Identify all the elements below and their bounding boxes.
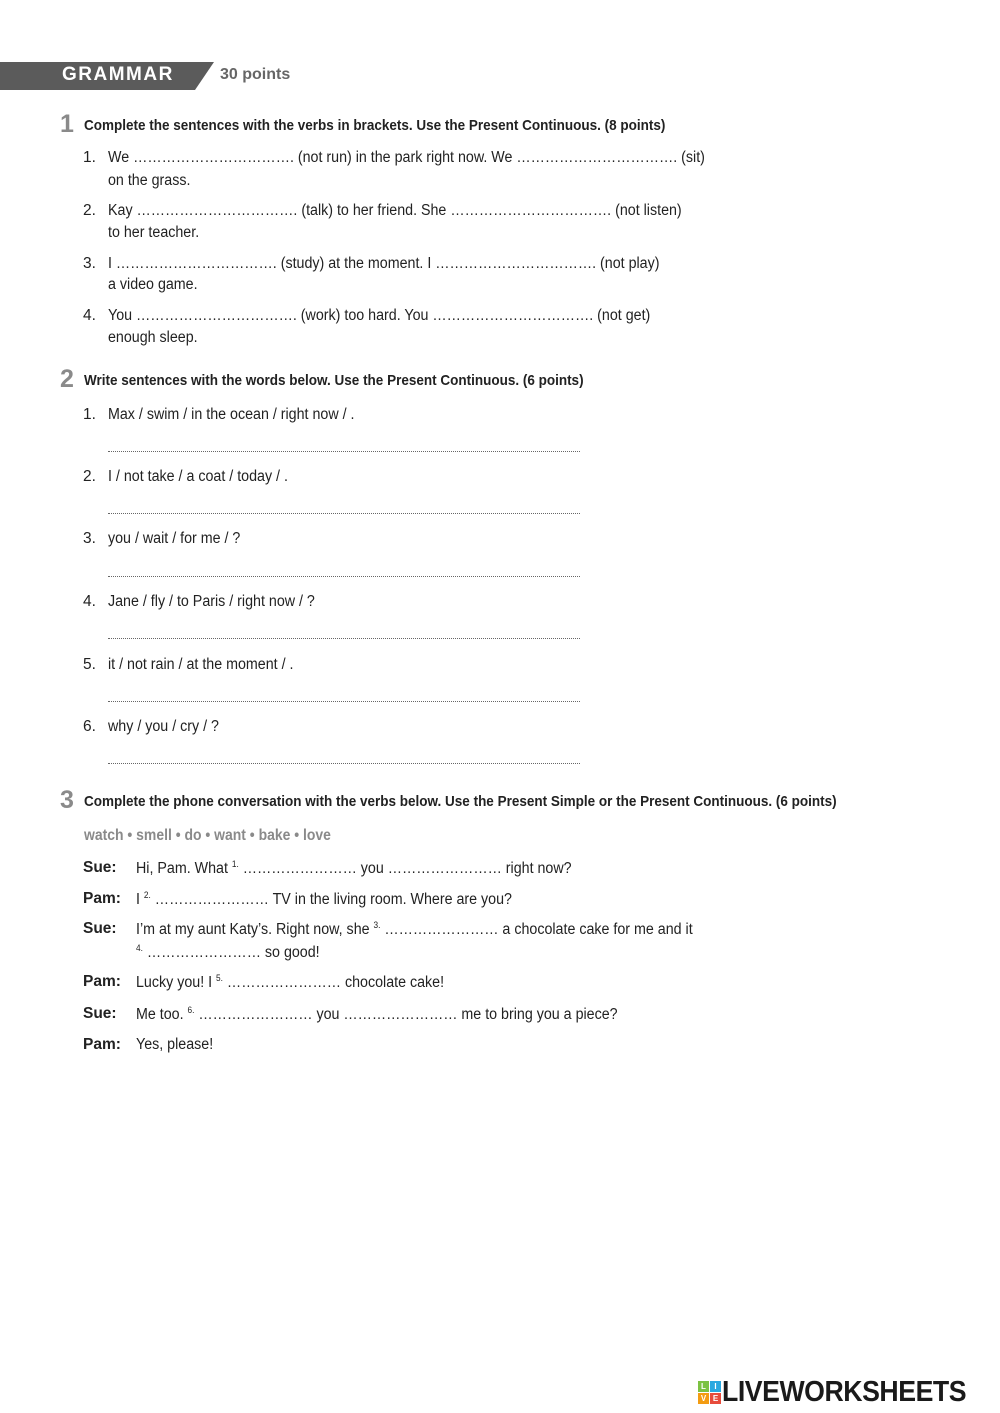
speaker-label: Pam: xyxy=(83,973,121,990)
sentence-line: enough sleep. xyxy=(108,329,198,346)
exercise-number: 2 xyxy=(60,365,74,393)
sentence-line: You ……………………………. (work) too hard. You ……………………………. (not get) xyxy=(108,307,651,324)
sentence-line: Kay ……………………………. (talk) to her friend. She ……………………………. (not listen) xyxy=(108,202,682,219)
logo-tile: I xyxy=(710,1381,721,1392)
dialogue-line: I’m at my aunt Katy’s. Right now, she $^{3.}$ …………………… a chocolate cake for me and it xyxy=(136,920,693,939)
prompt-words: Jane / fly / to Paris / right now / ? xyxy=(108,593,315,610)
exercise-instruction: Complete the sentences with the verbs in brackets. Use the Present Continuous. (8 points) xyxy=(84,117,666,134)
section-points: 30 points xyxy=(220,66,291,83)
dialogue-line: I $^{2.}$ …………………… TV in the living room. Where are you? xyxy=(136,890,512,909)
speaker-label: Sue: xyxy=(83,920,117,937)
prompt-words: it / not rain / at the moment / . xyxy=(108,656,294,673)
answer-line[interactable] xyxy=(108,451,580,452)
sentence-line: to her teacher. xyxy=(108,224,200,241)
dialogue-line: Yes, please! xyxy=(136,1036,214,1053)
sentence-line: a video game. xyxy=(108,276,198,293)
logo-tile: L xyxy=(698,1381,709,1392)
speaker-label: Sue: xyxy=(83,859,117,876)
liveworksheets-logo-text: LIVEWORKSHEETS xyxy=(722,1376,967,1408)
sentence-line: We ……………………………. (not run) in the park right now. We ……………………………. (sit) xyxy=(108,149,705,166)
item-number: 4. xyxy=(83,307,96,324)
answer-line[interactable] xyxy=(108,763,580,764)
item-number: 4. xyxy=(83,593,96,610)
dialogue-line: $^{4.}$ …………………… so good! xyxy=(136,943,320,962)
item-number: 2. xyxy=(83,468,96,485)
dialogue-line: Me too. $^{6.}$ …………………… you …………………… me to bring you a piece? xyxy=(136,1005,618,1024)
exercise-number: 3 xyxy=(60,786,74,814)
prompt-words: Max / swim / in the ocean / right now / . xyxy=(108,406,355,423)
item-number: 5. xyxy=(83,656,96,673)
item-number: 3. xyxy=(83,530,96,547)
speaker-label: Pam: xyxy=(83,1036,121,1053)
dialogue-line: Lucky you! I $^{5.}$ …………………… chocolate cake! xyxy=(136,973,445,992)
answer-line[interactable] xyxy=(108,513,580,514)
prompt-words: you / wait / for me / ? xyxy=(108,530,241,547)
dialogue-line: Hi, Pam. What $^{1.}$ …………………… you …………………… right now? xyxy=(136,859,572,878)
section-title: GRAMMAR xyxy=(62,64,174,85)
liveworksheets-logo-icon xyxy=(698,1381,722,1405)
answer-line[interactable] xyxy=(108,638,580,639)
prompt-words: I / not take / a coat / today / . xyxy=(108,468,288,485)
logo-tile: V xyxy=(698,1393,709,1404)
item-number: 1. xyxy=(83,149,96,166)
answer-line[interactable] xyxy=(108,701,580,702)
speaker-label: Pam: xyxy=(83,890,121,907)
item-number: 6. xyxy=(83,718,96,735)
logo-tile: E xyxy=(710,1393,721,1404)
sentence-line: on the grass. xyxy=(108,172,191,189)
speaker-label: Sue: xyxy=(83,1005,117,1022)
item-number: 3. xyxy=(83,255,96,272)
item-number: 1. xyxy=(83,406,96,423)
prompt-words: why / you / cry / ? xyxy=(108,718,219,735)
exercise-instruction: Complete the phone conversation with the verbs below. Use the Present Simple or the Present Continuous. (6 points) xyxy=(84,793,837,810)
item-number: 2. xyxy=(83,202,96,219)
sentence-line: I ……………………………. (study) at the moment. I ……………………………. (not play) xyxy=(108,255,660,272)
exercise-number: 1 xyxy=(60,110,74,138)
exercise-instruction: Write sentences with the words below. Use the Present Continuous. (6 points) xyxy=(84,372,584,389)
answer-line[interactable] xyxy=(108,576,580,577)
word-box: watch • smell • do • want • bake • love xyxy=(84,827,331,844)
